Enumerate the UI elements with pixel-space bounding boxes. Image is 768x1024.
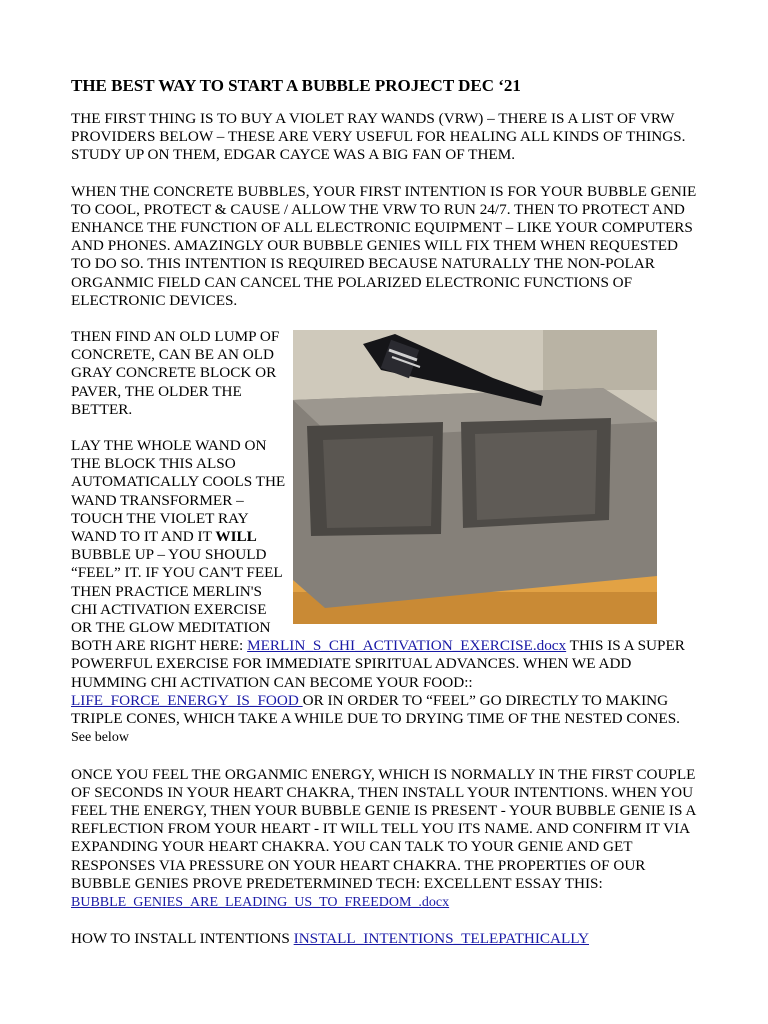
- merlin-chi-activation-link[interactable]: MERLIN_S_CHI_ACTIVATION_EXERCISE.docx: [247, 637, 567, 655]
- install-intentions-text: HOW TO INSTALL INTENTIONS: [71, 930, 294, 948]
- document-title: THE BEST WAY TO START A BUBBLE PROJECT DEC ‘21: [71, 76, 521, 95]
- paragraph-buy-vrw: THE FIRST THING IS TO BUY A VIOLET RAY WANDS (VRW) – THERE IS A LIST OF VRW PROVIDERS BELOW – THESE ARE VERY USEFUL FOR HEALING ALL KINDS OF THINGS. STUDY UP ON THEM, EDGAR CAYCE WAS A BIG FAN OF THEM.: [71, 110, 686, 164]
- concrete-block-photo: [293, 330, 657, 624]
- organmic-energy-text: ONCE YOU FEEL THE ORGANMIC ENERGY, WHICH IS NORMALLY IN THE FIRST COUPLE OF SECONDS IN YOUR HEART CHAKRA, THEN INSTALL YOUR INTENTIONS. WHEN YOU FEEL THE ENERGY, THEN YOUR BUBBLE GENIE IS PRESENT - YOUR BUBBLE GENIE IS A REFLECTION FROM YOUR HEART - IT WILL TELL YOU ITS NAME. AND CONFIRM IT VIA EXPANDING YOUR HEART CHAKRA. YOU CAN TALK TO YOUR GENIE AND GET RESPONSES VIA PRESSURE ON YOUR HEART CHAKRA. THE PROPERTIES OF OUR BUBBLE GENIES PROVE PREDETERMINED TECH: EXCELLENT ESSAY THIS:: [71, 765, 696, 892]
- lay-wand-bold-will: WILL: [215, 528, 257, 546]
- document-page: [71, 76, 701, 948]
- paragraph-find-concrete: THEN FIND AN OLD LUMP OF CONCRETE, CAN BE AN OLD GRAY CONCRETE BLOCK OR PAVER, THE OLDER THE BETTER.: [71, 328, 280, 418]
- lay-wand-text-b: BUBBLE UP – YOU SHOULD “FEEL” IT. IF YOU CAN'T FEEL THEN PRACTICE MERLIN'S CHI ACTIVATION EXERCISE OR THE GLOW MEDITATION BOTH ARE RIGHT HERE:: [71, 546, 283, 655]
- lay-wand-text-c: THIS IS A SUPER POWERFUL EXERCISE FOR IMMEDIATE SPIRITUAL ADVANCES. WHEN WE ADD HUMMING CHI ACTIVATION CAN BECOME YOUR FOOD::: [71, 637, 685, 691]
- life-force-energy-link[interactable]: LIFE_FORCE_ENERGY_IS_FOOD: [71, 691, 303, 709]
- bubble-genies-essay-link[interactable]: BUBBLE_GENIES_ARE_LEADING_US_TO_FREEDOM_.docx: [71, 894, 450, 910]
- paragraph-install-intentions: [71, 930, 701, 948]
- install-intentions-link[interactable]: INSTALL_INTENTIONS_TELEPATHICALLY: [293, 930, 589, 948]
- see-below-text: See below: [71, 730, 129, 746]
- concrete-block-with-wand-icon: [293, 330, 657, 624]
- paragraph-organmic-energy: [71, 766, 701, 913]
- lay-wand-text-a: LAY THE WHOLE WAND ON THE BLOCK THIS ALSO AUTOMATICALLY COOLS THE WAND TRANSFORMER – TOUCH THE VIOLET RAY WAND TO IT AND IT: [71, 437, 286, 546]
- lay-wand-text-d: OR IN ORDER TO “FEEL” GO DIRECTLY TO MAKING TRIPLE CONES, WHICH TAKE A WHILE DUE TO DRYING TIME OF THE NESTED CONES.: [71, 691, 680, 728]
- paragraph-first-intention: WHEN THE CONCRETE BUBBLES, YOUR FIRST INTENTION IS FOR YOUR BUBBLE GENIE TO COOL, PROTECT & CAUSE / ALLOW THE VRW TO RUN 24/7. THEN TO PROTECT AND ENHANCE THE FUNCTION OF ALL ELECTRONIC EQUIPMENT – LIKE YOUR COMPUTERS AND PHONES. AMAZINGLY OUR BUBBLE GENIES WILL FIX THEM WHEN REQUESTED TO DO SO. THIS INTENTION IS REQUIRED BECAUSE NATURALLY THE NON-POLAR ORGANMIC FIELD CAN CANCEL THE POLARIZED ELECTRONIC FUNCTIONS OF ELECTRONIC DEVICES.: [71, 182, 697, 309]
